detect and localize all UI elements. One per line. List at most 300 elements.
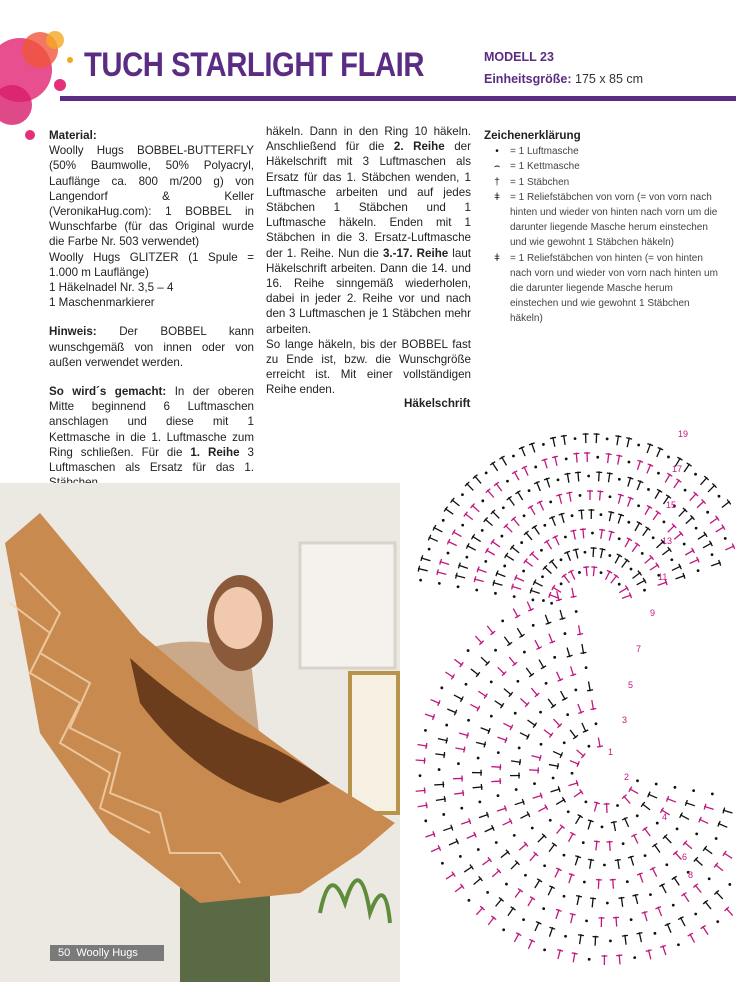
stitch-mark xyxy=(495,570,507,579)
stitch-mark xyxy=(554,824,565,836)
stitch-mark xyxy=(587,858,595,869)
chain-dot xyxy=(505,883,508,886)
how-bold: 1. Reihe xyxy=(190,445,240,459)
chain-dot xyxy=(419,774,422,777)
stitch-mark xyxy=(613,916,620,926)
row-number: 7 xyxy=(636,644,642,654)
stitch-mark xyxy=(502,686,513,697)
stitch-mark xyxy=(672,531,684,542)
stitch-mark xyxy=(579,643,587,654)
stitch-mark xyxy=(722,850,734,861)
stitch-mark xyxy=(548,762,559,770)
chain-dot xyxy=(506,480,509,483)
stitch-mark xyxy=(693,883,704,895)
row-number: 9 xyxy=(650,608,656,618)
chain-dot xyxy=(512,455,515,458)
chain-dot xyxy=(618,478,621,481)
stitch-mark xyxy=(537,804,549,814)
chain-dot xyxy=(585,666,588,669)
chain-stitch-icon: • xyxy=(495,146,499,158)
stitch-mark xyxy=(424,711,435,720)
stitch-mark xyxy=(575,748,586,759)
stitch-mark xyxy=(566,491,574,502)
stitch-mark xyxy=(660,945,669,956)
stitch-mark xyxy=(583,433,589,443)
chain-dot xyxy=(655,783,658,786)
stitch-mark xyxy=(570,952,578,963)
row-number: 19 xyxy=(678,429,689,439)
stitch-mark xyxy=(703,899,714,911)
stitch-mark xyxy=(717,821,729,830)
stitch-mark xyxy=(625,476,634,487)
chain-dot xyxy=(518,747,521,750)
chain-dot xyxy=(708,877,711,880)
stitch-mark xyxy=(532,921,542,933)
hint-text: Der BOBBEL kann wunschgemäß von innen oder von außen verwendet werden. xyxy=(49,325,254,369)
chain-dot xyxy=(501,619,504,622)
stitch-mark xyxy=(472,474,483,485)
chain-dot xyxy=(564,536,567,539)
stitch-mark xyxy=(597,490,604,500)
stitch-mark xyxy=(604,803,611,813)
stitch-mark xyxy=(478,812,489,821)
stitch-mark xyxy=(553,908,562,919)
chain-dot xyxy=(543,948,546,951)
legend-title: Zeichenerklärung xyxy=(484,129,581,142)
stitch-mark xyxy=(590,547,597,557)
stitch-mark xyxy=(532,878,542,890)
slip-stitch-icon: ⌢ xyxy=(493,161,501,173)
stitch-mark xyxy=(417,742,428,750)
stitch-mark xyxy=(655,906,664,918)
stitch-mark xyxy=(706,483,717,494)
stitch-mark xyxy=(573,452,580,462)
stitch-mark xyxy=(606,472,613,483)
stitch-mark xyxy=(490,509,501,520)
stitch-mark xyxy=(640,801,652,812)
chain-dot xyxy=(540,743,543,746)
stitch-mark xyxy=(506,496,517,508)
chain-dot xyxy=(461,493,464,496)
stitch-mark xyxy=(417,566,428,574)
chain-dot xyxy=(715,837,718,840)
stitch-mark xyxy=(671,478,682,490)
marker-text: 1 Maschenmarkierer xyxy=(49,296,155,310)
stitch-mark xyxy=(424,831,435,840)
chain-dot xyxy=(438,768,441,771)
col2-bold-1: 2. Reihe xyxy=(393,140,445,154)
stitch-mark xyxy=(465,543,477,553)
stitch-mark xyxy=(499,455,509,467)
stitch-mark xyxy=(606,511,614,522)
chain-dot xyxy=(543,524,546,527)
stitch-mark xyxy=(519,811,531,821)
chain-dot xyxy=(542,443,545,446)
stitch-mark xyxy=(455,745,466,753)
stitch-mark xyxy=(460,818,471,827)
chain-dot xyxy=(626,880,629,883)
chain-dot xyxy=(523,514,526,517)
stitch-mark xyxy=(607,841,614,851)
stitch-mark xyxy=(598,528,605,539)
chain-dot xyxy=(563,854,566,857)
stitch-mark xyxy=(568,728,579,740)
stitch-mark xyxy=(592,801,601,812)
chain-dot xyxy=(587,475,590,478)
chain-dot xyxy=(670,558,673,561)
chain-dot xyxy=(428,548,431,551)
stitch-mark xyxy=(678,916,688,928)
stitch-mark xyxy=(677,507,688,518)
model-photo xyxy=(0,483,400,982)
stitch-mark xyxy=(616,954,623,964)
stitch-mark xyxy=(615,859,622,870)
chain-dot xyxy=(447,552,450,555)
stitch-mark xyxy=(436,569,447,577)
chain-dot xyxy=(656,822,659,825)
stitch-mark xyxy=(631,833,641,845)
stitch-mark xyxy=(415,757,425,764)
stitch-mark xyxy=(446,539,458,549)
stitch-mark xyxy=(575,703,584,714)
chain-dot xyxy=(522,570,525,573)
stitch-mark xyxy=(512,470,522,482)
stitch-mark xyxy=(661,546,673,557)
chain-dot xyxy=(618,583,621,586)
stitch-mark xyxy=(551,717,562,728)
chain-dot xyxy=(630,918,633,921)
stitch-mark xyxy=(652,488,662,500)
chain-dot xyxy=(716,920,719,923)
stitch-mark xyxy=(549,515,558,527)
chain-dot xyxy=(665,863,668,866)
stitch-mark xyxy=(493,897,504,909)
chain-dot xyxy=(459,855,462,858)
stitch-mark xyxy=(479,655,490,666)
stitch-mark xyxy=(605,453,612,464)
chain-dot xyxy=(692,789,695,792)
chain-dot xyxy=(588,958,591,961)
stitch-mark xyxy=(544,477,553,488)
glitzer-text: Woolly Hugs GLITZER (1 Spule = 1.000 m Lauflänge) xyxy=(49,250,254,279)
stitch-mark xyxy=(523,530,534,542)
stitch-mark xyxy=(552,455,560,466)
stitch-mark xyxy=(511,758,522,765)
stitch-mark xyxy=(514,574,526,584)
stitch-mark xyxy=(473,576,484,584)
stitch-mark xyxy=(450,497,462,508)
stitch-mark xyxy=(492,580,503,588)
stitch-mark xyxy=(693,857,704,868)
chain-dot xyxy=(609,495,612,498)
stitch-mark xyxy=(593,433,599,443)
footer-brand: Woolly Hugs xyxy=(76,947,138,959)
stitch-mark xyxy=(585,819,594,830)
stitch-mark xyxy=(439,559,450,568)
chain-dot xyxy=(475,589,478,592)
stitch-mark xyxy=(621,592,632,601)
chain-dot xyxy=(502,506,505,509)
diagram-title: Häkelschrift xyxy=(404,397,471,410)
chain-dot xyxy=(728,883,731,886)
stitch-mark xyxy=(622,934,629,945)
chain-dot xyxy=(533,782,536,785)
chain-dot xyxy=(495,841,498,844)
chain-dot xyxy=(441,862,444,865)
stitch-mark xyxy=(574,895,582,906)
size-value: 175 x 85 cm xyxy=(575,72,644,86)
row-number: 1 xyxy=(608,747,614,757)
row-number: 11 xyxy=(658,572,668,582)
stitch-mark xyxy=(493,698,505,709)
stitch-mark xyxy=(572,789,584,800)
stitch-mark xyxy=(722,807,733,816)
stitch-mark xyxy=(601,955,607,965)
chain-dot xyxy=(542,907,545,910)
stitch-mark xyxy=(513,888,524,900)
instructions-column-1 xyxy=(49,128,254,504)
stitch-mark xyxy=(644,463,653,475)
chain-dot xyxy=(545,682,548,685)
stitch-mark xyxy=(536,658,546,670)
stitch-mark xyxy=(596,471,603,481)
stitch-mark xyxy=(608,573,619,585)
stitch-mark xyxy=(568,569,578,581)
chain-dot xyxy=(549,819,552,822)
stitch-mark xyxy=(555,797,567,807)
chain-dot xyxy=(424,729,427,732)
stitch-mark xyxy=(589,700,597,711)
stitch-mark xyxy=(451,529,463,539)
stitch-mark xyxy=(556,493,564,504)
chain-dot xyxy=(637,444,640,447)
stitch-mark xyxy=(654,447,663,459)
stitch-mark xyxy=(437,736,448,744)
stitch-mark xyxy=(698,475,709,486)
chain-dot xyxy=(606,437,609,440)
chain-dot xyxy=(477,848,480,851)
stitch-mark xyxy=(631,570,643,581)
stitch-mark xyxy=(469,667,481,678)
stitch-mark xyxy=(671,563,683,573)
chain-dot xyxy=(630,568,633,571)
chain-dot xyxy=(486,891,489,894)
stitch-mark xyxy=(569,758,581,767)
chain-dot xyxy=(587,745,590,748)
chain-dot xyxy=(585,919,588,922)
stitch-mark xyxy=(496,734,507,743)
stitch-mark xyxy=(480,725,491,734)
stitch-mark xyxy=(550,436,558,447)
chain-dot xyxy=(490,680,493,683)
chain-dot xyxy=(575,610,578,613)
stitch-mark xyxy=(682,840,694,851)
chain-dot xyxy=(672,904,675,907)
chain-dot xyxy=(600,513,603,516)
chain-dot xyxy=(438,582,441,585)
stitch-mark xyxy=(576,625,584,636)
stitch-mark xyxy=(561,435,568,446)
stitch-mark xyxy=(624,437,632,448)
stitch-mark xyxy=(537,500,547,512)
stitch-mark xyxy=(453,775,463,781)
stitch-mark xyxy=(593,840,600,851)
stitch-mark xyxy=(641,911,650,922)
stitch-mark xyxy=(640,526,651,538)
chain-dot xyxy=(440,686,443,689)
instructions-column-2 xyxy=(266,124,471,398)
chain-dot xyxy=(684,489,687,492)
stitch-mark xyxy=(448,838,460,848)
chain-dot xyxy=(566,713,569,716)
stitch-mark xyxy=(458,730,469,739)
stitch-mark xyxy=(529,767,539,774)
how-text-a: In der oberen Mitte beginnend 6 Luftmaschen anschlagen und diese mit 1 Kettmasche in die 1. Luftmasche zum Ring schließen. Für die xyxy=(49,385,254,459)
stitch-mark xyxy=(514,799,525,808)
stitch-mark xyxy=(504,552,516,562)
stitch-mark xyxy=(630,542,641,554)
stitch-mark xyxy=(529,587,540,596)
stitch-mark xyxy=(598,548,606,559)
stitch-mark xyxy=(415,787,425,794)
stitch-mark xyxy=(684,515,695,526)
col2-text-4: So lange häkeln, bis der BOBBEL fast zu Ende ist, bzw. die Wunschgröße erreicht ist. Mit einer vollständigen Reihe enden. xyxy=(266,337,471,397)
stitch-mark xyxy=(632,521,642,533)
stitch-mark xyxy=(481,857,493,868)
stitch-mark xyxy=(521,465,531,477)
chain-dot xyxy=(565,457,568,460)
chain-dot xyxy=(683,543,686,546)
chain-dot xyxy=(467,719,470,722)
how-text-b: 3 Luftmaschen als Ersatz für das 1. xyxy=(49,445,254,475)
legend-item xyxy=(484,175,724,190)
chain-dot xyxy=(574,437,577,440)
chain-dot xyxy=(724,537,727,540)
stitch-mark xyxy=(625,496,634,507)
stitch-mark xyxy=(434,781,444,788)
stitch-mark xyxy=(569,587,577,598)
chain-dot xyxy=(574,688,577,691)
stitch-mark xyxy=(619,558,630,570)
material-label: Material: xyxy=(49,129,97,142)
stitch-mark xyxy=(636,932,644,943)
stitch-mark xyxy=(552,867,562,879)
chain-dot xyxy=(465,683,468,686)
stitch-mark xyxy=(490,461,501,473)
chain-dot xyxy=(606,902,609,905)
stitch-mark xyxy=(700,925,710,937)
stitch-mark xyxy=(512,932,522,944)
stitch-mark xyxy=(595,737,603,748)
stitch-mark xyxy=(577,934,584,945)
legend-item xyxy=(484,159,724,174)
stitch-mark xyxy=(682,462,693,474)
chain-dot xyxy=(531,827,534,830)
stitch-mark xyxy=(674,573,685,582)
chain-dot xyxy=(584,801,587,804)
stitch-mark xyxy=(566,831,576,843)
stitch-mark xyxy=(684,800,695,809)
chain-dot xyxy=(532,624,535,627)
stitch-mark xyxy=(523,558,535,569)
stitch-mark xyxy=(568,780,579,789)
stitch-mark xyxy=(542,727,554,738)
stitch-mark xyxy=(695,499,706,510)
stitch-mark xyxy=(557,609,565,620)
chain-dot xyxy=(564,632,567,635)
stitch-mark xyxy=(483,825,495,835)
row-number: 15 xyxy=(666,500,677,510)
stitch-mark xyxy=(621,794,632,805)
stitch-mark xyxy=(662,834,673,845)
chain-dot xyxy=(542,599,545,602)
chain-dot xyxy=(531,599,534,602)
stitch-mark xyxy=(472,784,483,791)
col2-text-3: laut Häkelschrift arbeiten. Dann die 14. und 16. Reihe sinngemäß wiederholen, dabei in jeder 2. Reihe vor und nach den 3 Luftmaschen je 1 Stäbchen mehr arbeiten. xyxy=(266,246,471,336)
chain-dot xyxy=(627,521,630,524)
stitch-mark xyxy=(464,481,475,492)
stitch-mark xyxy=(687,932,697,944)
stitch-mark xyxy=(572,855,581,866)
stitch-mark xyxy=(702,540,714,550)
stitch-mark xyxy=(696,531,708,541)
chain-dot xyxy=(490,715,493,718)
size-label: Einheitsgröße: xyxy=(484,72,572,86)
stitch-mark xyxy=(570,529,578,540)
stitch-mark xyxy=(531,524,542,536)
chain-dot xyxy=(550,602,553,605)
row-number: 6 xyxy=(682,852,688,862)
stitch-mark xyxy=(589,897,596,908)
stitch-mark xyxy=(469,702,481,712)
stitch-mark xyxy=(496,805,507,814)
chain-dot xyxy=(424,819,427,822)
chain-dot xyxy=(591,532,594,535)
stitch-mark xyxy=(681,892,692,904)
stitch-mark xyxy=(542,565,553,576)
stitch-mark xyxy=(615,454,623,465)
stitch-mark xyxy=(491,778,501,785)
stitch-mark xyxy=(702,845,714,856)
stitch-mark xyxy=(649,866,659,878)
chain-dot xyxy=(618,537,621,540)
chain-dot xyxy=(564,935,567,938)
chain-dot xyxy=(477,757,480,760)
wall-picture-frame xyxy=(300,543,395,668)
chain-dot xyxy=(571,772,574,775)
legend-item xyxy=(484,190,724,251)
face xyxy=(214,587,262,649)
chain-dot xyxy=(657,472,660,475)
stitch-mark xyxy=(529,551,540,562)
stitch-mark xyxy=(430,845,442,855)
stitch-mark xyxy=(587,490,593,500)
stitch-mark xyxy=(642,505,652,517)
header-rule xyxy=(60,96,736,101)
stitch-mark xyxy=(536,833,547,844)
chain-dot xyxy=(457,762,460,765)
chain-dot xyxy=(523,651,526,654)
chain-dot xyxy=(579,494,582,497)
stitch-mark xyxy=(472,876,484,887)
stitch-mark xyxy=(511,607,521,619)
stitch-mark xyxy=(573,814,583,826)
stitch-mark xyxy=(652,843,663,855)
stitch-mark xyxy=(444,669,456,679)
stitch-mark xyxy=(544,539,554,551)
stitch-mark xyxy=(476,566,487,575)
stitch-mark xyxy=(543,614,552,625)
